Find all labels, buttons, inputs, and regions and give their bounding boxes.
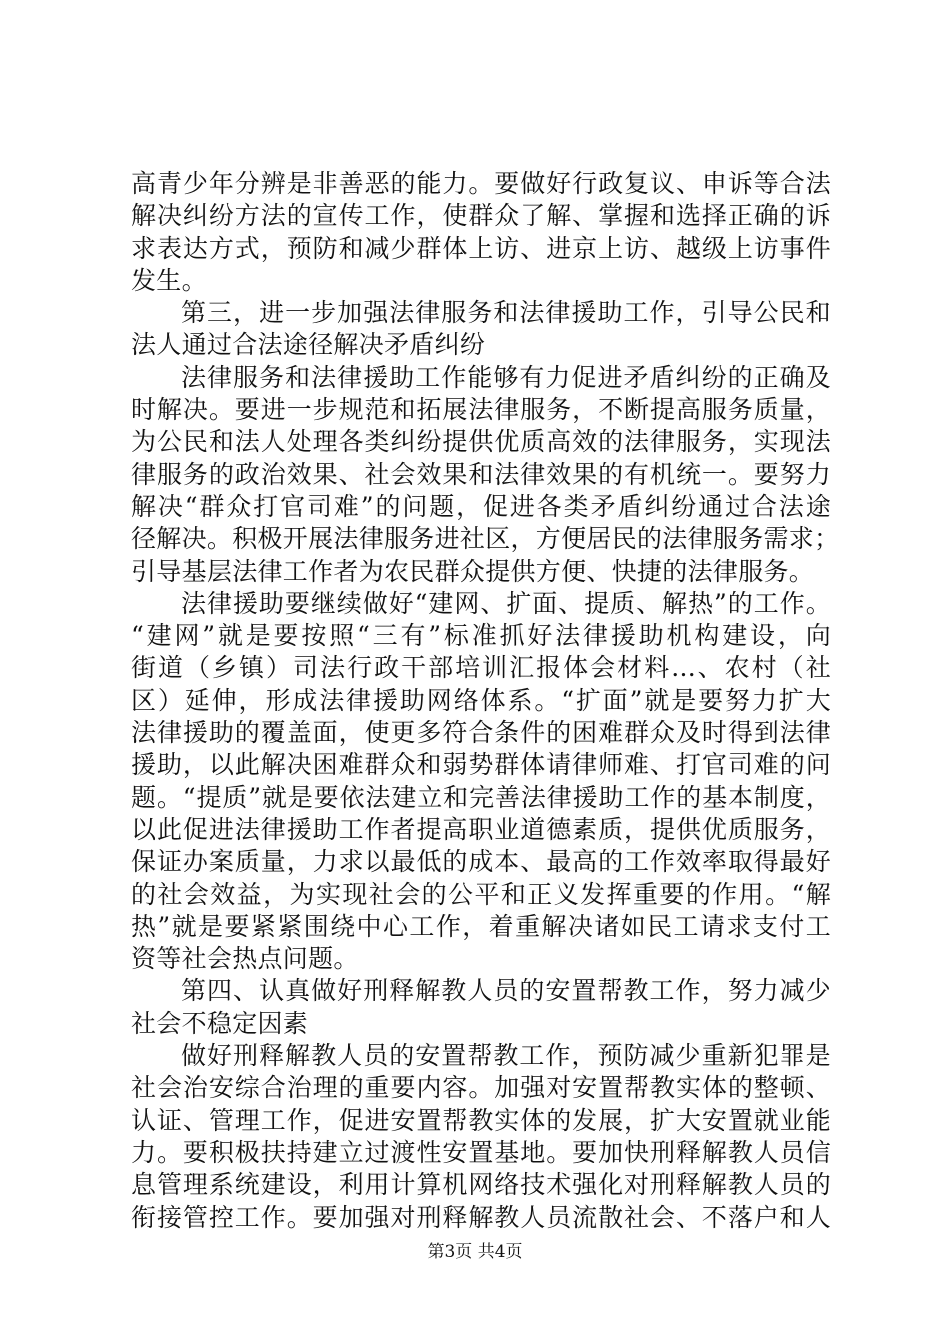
text-line: 引导基层法律工作者为农民群众提供方便、快捷的法律服务。 — [131, 556, 815, 586]
text-line: 做好刑释解教人员的安置帮教工作，预防减少重新犯罪是 — [181, 1041, 831, 1071]
section-heading-line: 法人通过合法途径解决矛盾纠纷 — [131, 330, 486, 360]
text-line: 高青少年分辨是非善恶的能力。要做好行政复议、申诉等合法 — [131, 169, 831, 198]
text-line: 街道（乡镇）司法行政干部培训汇报体会材料...、农村（社 — [131, 653, 831, 683]
text-line: 法律援助要继续做好“建网、扩面、提质、解热”的工作。 — [181, 588, 831, 618]
text-line: 题。“提质”就是要依法建立和完善法律援助工作的基本制度， — [131, 782, 831, 812]
section-heading-line: 第四、认真做好刑释解教人员的安置帮教工作，努力减少 — [181, 976, 831, 1006]
text-line: 资等社会热点问题。 — [131, 944, 359, 974]
text-line: 解决纠纷方法的宣传工作，使群众了解、掌握和选择正确的诉 — [131, 201, 831, 231]
text-line: 以此促进法律援助工作者提高职业道德素质，提供优质服务， — [131, 814, 831, 844]
text-line: 解决“群众打官司难”的问题，促进各类矛盾纠纷通过合法途 — [131, 491, 831, 521]
text-line: 求表达方式，预防和减少群体上访、进京上访、越级上访事件 — [131, 233, 831, 263]
text-line: 社会治安综合治理的重要内容。加强对安置帮教实体的整顿、 — [131, 1073, 831, 1103]
text-line: 时解决。要进一步规范和拓展法律服务，不断提高服务质量， — [131, 395, 831, 425]
text-line: 法律服务和法律援助工作能够有力促进矛盾纠纷的正确及 — [181, 362, 831, 392]
text-line: 的社会效益，为实现社会的公平和正义发挥重要的作用。“解 — [131, 879, 831, 909]
text-line: 衔接管控工作。要加强对刑释解教人员流散社会、不落户和人 — [131, 1202, 831, 1232]
text-line: 热”就是要紧紧围绕中心工作，着重解决诸如民工请求支付工 — [131, 911, 831, 941]
page-number-footer: 第3页 共4页 — [427, 1242, 523, 1262]
text-line: 律服务的政治效果、社会效果和法律效果的有机统一。要努力 — [131, 459, 831, 489]
text-line: 保证办案质量，力求以最低的成本、最高的工作效率取得最好 — [131, 847, 831, 877]
text-line: 发生。 — [131, 265, 207, 295]
text-line: 援助，以此解决困难群众和弱势群体请律师难、打官司难的问 — [131, 750, 831, 780]
document-body — [131, 168, 840, 1234]
text-line: 息管理系统建设，利用计算机网络技术强化对刑释解教人员的 — [131, 1170, 831, 1200]
text-line: 认证、管理工作，促进安置帮教实体的发展，扩大安置就业能 — [131, 1105, 831, 1135]
text-line: 径解决。积极开展法律服务进社区，方便居民的法律服务需求； — [131, 524, 840, 554]
text-line: 力。要积极扶持建立过渡性安置基地。要加快刑释解教人员信 — [131, 1137, 831, 1167]
text-line: 区）延伸，形成法律援助网络体系。“扩面”就是要努力扩大 — [131, 685, 831, 715]
text-line: 为公民和法人处理各类纠纷提供优质高效的法律服务，实现法 — [131, 427, 831, 457]
section-heading-line: 社会不稳定因素 — [131, 1008, 309, 1038]
text-line: “建网”就是要按照“三有”标准抓好法律援助机构建设，向 — [131, 621, 831, 651]
text-line: 法律援助的覆盖面，使更多符合条件的困难群众及时得到法律 — [131, 718, 831, 748]
section-heading-line: 第三，进一步加强法律服务和法律援助工作，引导公民和 — [181, 298, 831, 328]
